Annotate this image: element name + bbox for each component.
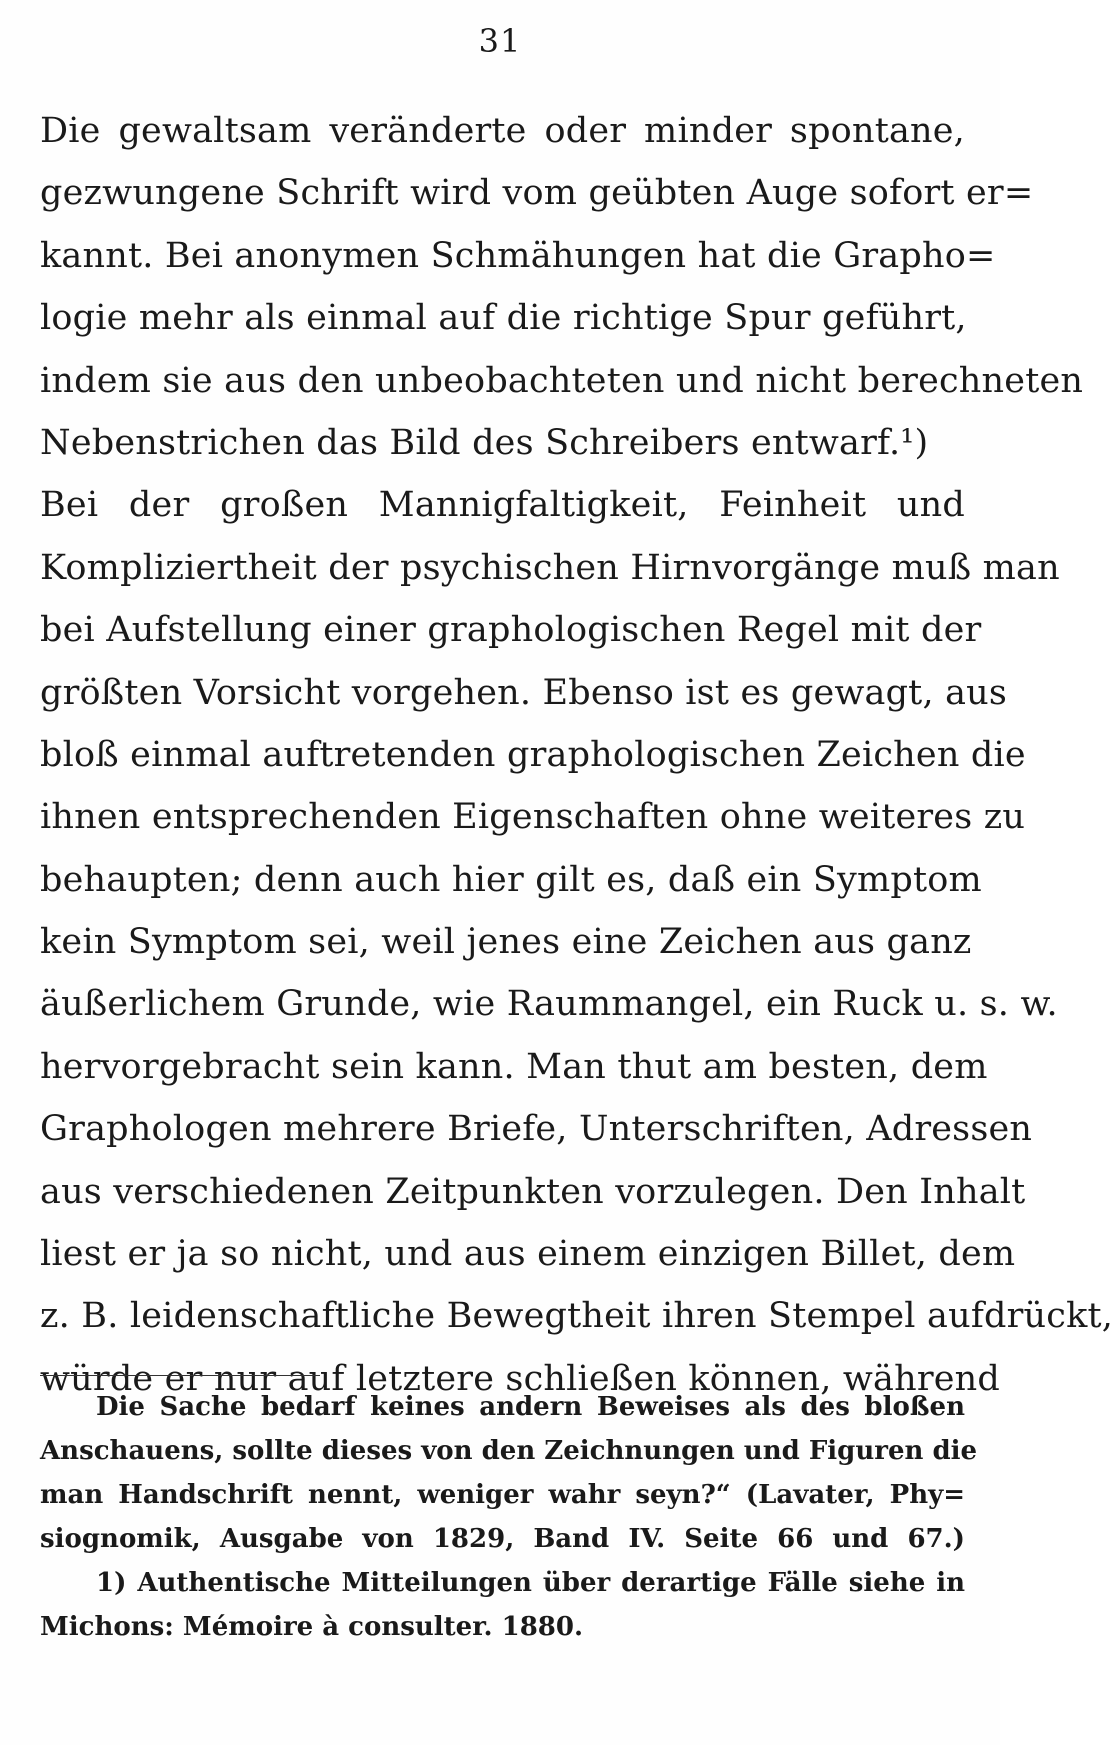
footnote-divider — [40, 1375, 320, 1376]
page-number: 31 — [478, 22, 522, 60]
footnotes — [40, 1385, 978, 1649]
footnote-line: Die Sache bedarf keines andern Beweises als des bloßen — [96, 1392, 965, 1422]
body-text — [40, 100, 1113, 1410]
body-line: Graphologen mehrere Briefe, Unterschriften, Adressen — [40, 1109, 1033, 1150]
body-line: bloß einmal auftretenden graphologischen Zeichen die — [40, 734, 1026, 775]
footnote-line: 1) Authentische Mitteilungen über derartige Fälle siehe in — [96, 1568, 965, 1598]
body-line: kannt. Bei anonymen Schmähungen hat die Grapho= — [40, 235, 996, 276]
body-line: ihnen entsprechenden Eigenschaften ohne weiteres zu — [40, 797, 1026, 838]
body-line: kein Symptom sei, weil jenes eine Zeichen aus ganz — [40, 922, 972, 963]
footnote-line: Anschauens, sollte dieses von den Zeichnungen und Figuren die — [40, 1436, 978, 1466]
body-line: bei Aufstellung einer graphologischen Regel mit der — [40, 610, 982, 651]
body-line: Bei der großen Mannigfaltigkeit, Feinheit und — [40, 485, 965, 526]
body-line: würde er nur auf letztere schließen können, während — [40, 1358, 1001, 1399]
body-line: logie mehr als einmal auf die richtige Spur geführt, — [40, 298, 967, 339]
body-line: behaupten; denn auch hier gilt es, daß ein Symptom — [40, 859, 982, 900]
body-line: gezwungene Schrift wird vom geübten Auge sofort er= — [40, 173, 1034, 214]
body-line: indem sie aus den unbeobachteten und nicht berechneten — [40, 360, 1084, 401]
body-line: größten Vorsicht vorgehen. Ebenso ist es gewagt, aus — [40, 672, 1008, 713]
footnote-line: Michons: Mémoire à consulter. 1880. — [40, 1612, 584, 1642]
body-line: hervorgebracht sein kann. Man thut am besten, dem — [40, 1046, 988, 1087]
body-line: Nebenstrichen das Bild des Schreibers entwarf.¹) — [40, 422, 929, 463]
footnote-line: man Handschrift nennt, weniger wahr seyn?“ (Lavater, Phy= — [40, 1480, 965, 1510]
body-line: liest er ja so nicht, und aus einem einzigen Billet, dem — [40, 1234, 1016, 1275]
body-line: Kompliziertheit der psychischen Hirnvorgänge muß man — [40, 547, 1060, 588]
body-line: Die gewaltsam veränderte oder minder spontane, — [40, 111, 965, 151]
body-line: aus verschiedenen Zeitpunkten vorzulegen. Den Inhalt — [40, 1171, 1026, 1212]
body-line: z. B. leidenschaftliche Bewegtheit ihren Stempel aufdrückt, — [40, 1296, 1113, 1337]
footnote-line: siognomik, Ausgabe von 1829, Band IV. Seite 66 und 67.) — [40, 1524, 965, 1554]
body-line: äußerlichem Grunde, wie Raummangel, ein Ruck u. s. w. — [40, 984, 1058, 1025]
